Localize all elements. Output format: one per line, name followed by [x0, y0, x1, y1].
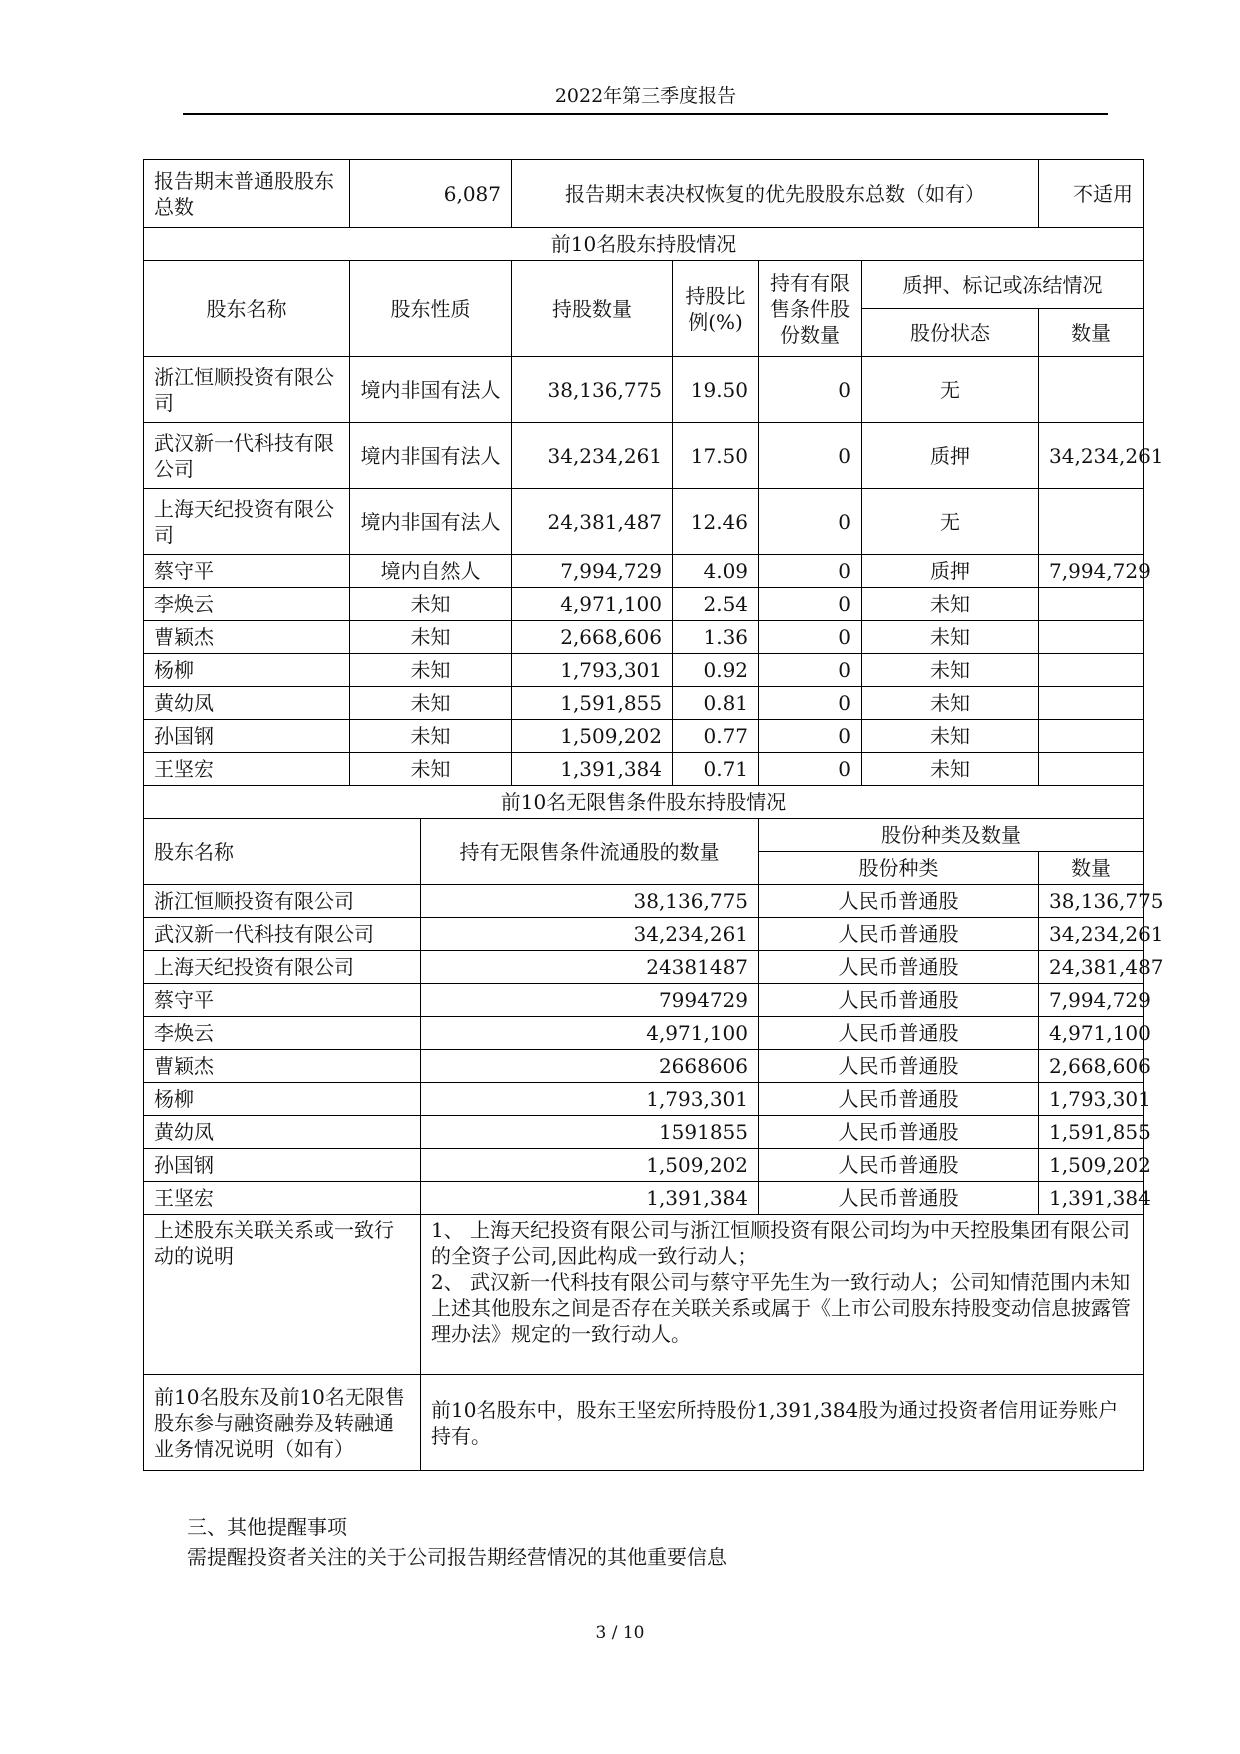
- ur-type: 人民币普通股: [759, 984, 1039, 1017]
- holder-nature: 未知: [350, 588, 512, 621]
- ur-amount: 34,234,261: [1039, 918, 1144, 951]
- ur-quantity: 7994729: [421, 984, 759, 1017]
- ur-amount: 1,793,301: [1039, 1083, 1144, 1116]
- top10-header-nature: 股东性质: [350, 261, 512, 357]
- holder-ratio: 19.50: [673, 357, 759, 423]
- holder-nature: 境内自然人: [350, 555, 512, 588]
- report-header: 2022年第三季度报告: [554, 85, 737, 107]
- ur-type: 人民币普通股: [759, 1050, 1039, 1083]
- shareholder-table: [143, 159, 1164, 1471]
- holder-pledge-status: 未知: [862, 687, 1039, 720]
- ur-type: 人民币普通股: [759, 1182, 1039, 1215]
- table-row: [144, 687, 1144, 720]
- holder-restricted: 0: [759, 654, 862, 687]
- relation-line-1: 1、 上海天纪投资有限公司与浙江恒顺投资有限公司均为中天控股集团有限公司的全资子公司,因此构成一致行动人；: [431, 1218, 1131, 1268]
- top10-header-pledge-status: 股份状态: [862, 309, 1039, 357]
- total-holders-value: 6,087: [350, 160, 512, 228]
- holder-shares: 4,971,100: [512, 588, 673, 621]
- holder-name: 浙江恒顺投资有限公司: [144, 357, 350, 423]
- ur-quantity: 2668606: [421, 1050, 759, 1083]
- holder-restricted: 0: [759, 753, 862, 786]
- margin-label: 前10名股东及前10名无限售股东参与融资融券及转融通业务情况说明（如有）: [144, 1375, 421, 1471]
- holder-pledge-qty: [1039, 753, 1144, 786]
- header-rule: [183, 113, 1108, 115]
- holder-pledge-qty: [1039, 687, 1144, 720]
- holder-ratio: 4.09: [673, 555, 759, 588]
- pref-holders-label: 报告期末表决权恢复的优先股股东总数（如有）: [512, 160, 1039, 228]
- holder-restricted: 0: [759, 621, 862, 654]
- table-row: [144, 1017, 1144, 1050]
- holder-shares: 34,234,261: [512, 423, 673, 489]
- relation-row: [144, 1215, 1144, 1375]
- holder-shares: 38,136,775: [512, 357, 673, 423]
- table-row: [144, 489, 1144, 555]
- relation-line-2: 2、 武汉新一代科技有限公司与蔡守平先生为一致行动人；公司知情范围内未知上述其他股东之间是否存在关联关系或属于《上市公司股东持股变动信息披露管理办法》规定的一致行动人。: [431, 1270, 1131, 1346]
- holder-restricted: 0: [759, 423, 862, 489]
- holder-pledge-status: 未知: [862, 621, 1039, 654]
- holder-name: 黄幼凤: [144, 687, 350, 720]
- ur-type: 人民币普通股: [759, 1116, 1039, 1149]
- ur-amount: 7,994,729: [1039, 984, 1144, 1017]
- unrestricted-header-type: 股份种类: [759, 852, 1039, 885]
- holder-name: 孙国钢: [144, 720, 350, 753]
- holder-shares: 1,509,202: [512, 720, 673, 753]
- holder-nature: 未知: [350, 654, 512, 687]
- top10-title: 前10名股东持股情况: [144, 228, 1144, 261]
- ur-type: 人民币普通股: [759, 1083, 1039, 1116]
- page-number: 3 / 10: [595, 1623, 645, 1643]
- ur-amount: 1,509,202: [1039, 1149, 1144, 1182]
- margin-text: 前10名股东中，股东王坚宏所持股份1,391,384股为通过投资者信用证券账户持有。: [421, 1375, 1144, 1471]
- table-row: [144, 1149, 1144, 1182]
- holder-ratio: 17.50: [673, 423, 759, 489]
- summary-row: [144, 160, 1144, 228]
- holder-ratio: 0.71: [673, 753, 759, 786]
- holder-ratio: 0.81: [673, 687, 759, 720]
- unrestricted-header-type-group: 股份种类及数量: [759, 819, 1144, 852]
- holder-name: 蔡守平: [144, 555, 350, 588]
- ur-quantity: 24381487: [421, 951, 759, 984]
- holder-pledge-qty: [1039, 489, 1144, 555]
- ur-quantity: 4,971,100: [421, 1017, 759, 1050]
- ur-type: 人民币普通股: [759, 1149, 1039, 1182]
- top10-header-ratio: 持股比例(%): [673, 261, 759, 357]
- holder-pledge-status: 质押: [862, 555, 1039, 588]
- holder-name: 武汉新一代科技有限公司: [144, 423, 350, 489]
- holder-ratio: 0.77: [673, 720, 759, 753]
- ur-name: 孙国钢: [144, 1149, 421, 1182]
- ur-amount: 1,391,384: [1039, 1182, 1144, 1215]
- holder-nature: 未知: [350, 753, 512, 786]
- holder-shares: 24,381,487: [512, 489, 673, 555]
- table-row: [144, 984, 1144, 1017]
- pref-holders-value: 不适用: [1039, 160, 1144, 228]
- margin-row: [144, 1375, 1144, 1471]
- ur-name: 蔡守平: [144, 984, 421, 1017]
- total-holders-label: 报告期末普通股股东总数: [144, 160, 350, 228]
- ur-type: 人民币普通股: [759, 918, 1039, 951]
- ur-type: 人民币普通股: [759, 1017, 1039, 1050]
- ur-name: 曹颖杰: [144, 1050, 421, 1083]
- ur-name: 浙江恒顺投资有限公司: [144, 885, 421, 918]
- table-row: [144, 555, 1144, 588]
- holder-ratio: 0.92: [673, 654, 759, 687]
- ur-amount: 38,136,775: [1039, 885, 1144, 918]
- holder-pledge-status: 无: [862, 489, 1039, 555]
- holder-pledge-status: 未知: [862, 720, 1039, 753]
- ur-amount: 24,381,487: [1039, 951, 1144, 984]
- holder-restricted: 0: [759, 555, 862, 588]
- holder-pledge-qty: [1039, 720, 1144, 753]
- ur-type: 人民币普通股: [759, 885, 1039, 918]
- holder-restricted: 0: [759, 357, 862, 423]
- relation-label: 上述股东关联关系或一致行动的说明: [144, 1215, 421, 1375]
- ur-amount: 4,971,100: [1039, 1017, 1144, 1050]
- table-row: [144, 621, 1144, 654]
- holder-shares: 1,391,384: [512, 753, 673, 786]
- holder-ratio: 1.36: [673, 621, 759, 654]
- table-row: [144, 1182, 1144, 1215]
- unrestricted-header-name: 股东名称: [144, 819, 421, 885]
- other-text: 需提醒投资者关注的关于公司报告期经营情况的其他重要信息: [187, 1545, 727, 1569]
- holder-pledge-qty: [1039, 621, 1144, 654]
- holder-pledge-status: 未知: [862, 654, 1039, 687]
- ur-quantity: 38,136,775: [421, 885, 759, 918]
- holder-pledge-status: 无: [862, 357, 1039, 423]
- ur-quantity: 1591855: [421, 1116, 759, 1149]
- ur-name: 黄幼凤: [144, 1116, 421, 1149]
- holder-nature: 未知: [350, 621, 512, 654]
- table-row: [144, 654, 1144, 687]
- top10-header-shares: 持股数量: [512, 261, 673, 357]
- holder-shares: 1,793,301: [512, 654, 673, 687]
- holder-pledge-status: 未知: [862, 588, 1039, 621]
- unrestricted-title: 前10名无限售条件股东持股情况: [144, 786, 1144, 819]
- holder-ratio: 2.54: [673, 588, 759, 621]
- other-heading: 三、其他提醒事项: [187, 1515, 347, 1539]
- ur-name: 上海天纪投资有限公司: [144, 951, 421, 984]
- table-row: [144, 588, 1144, 621]
- holder-pledge-qty: 7,994,729: [1039, 555, 1144, 588]
- ur-quantity: 1,391,384: [421, 1182, 759, 1215]
- holder-restricted: 0: [759, 720, 862, 753]
- holder-restricted: 0: [759, 489, 862, 555]
- holder-nature: 境内非国有法人: [350, 489, 512, 555]
- table-row: [144, 720, 1144, 753]
- holder-shares: 2,668,606: [512, 621, 673, 654]
- holder-name: 李焕云: [144, 588, 350, 621]
- unrestricted-header-quantity: 持有无限售条件流通股的数量: [421, 819, 759, 885]
- holder-restricted: 0: [759, 687, 862, 720]
- relation-text: [421, 1215, 1144, 1375]
- table-row: [144, 357, 1144, 423]
- table-row: [144, 951, 1144, 984]
- holder-nature: 未知: [350, 720, 512, 753]
- ur-amount: 1,591,855: [1039, 1116, 1144, 1149]
- holder-name: 王坚宏: [144, 753, 350, 786]
- holder-pledge-qty: [1039, 357, 1144, 423]
- ur-quantity: 1,793,301: [421, 1083, 759, 1116]
- unrestricted-header-amount: 数量: [1039, 852, 1144, 885]
- top10-header-name: 股东名称: [144, 261, 350, 357]
- holder-name: 杨柳: [144, 654, 350, 687]
- holder-pledge-qty: [1039, 588, 1144, 621]
- ur-type: 人民币普通股: [759, 951, 1039, 984]
- holder-pledge-qty: [1039, 654, 1144, 687]
- ur-amount: 2,668,606: [1039, 1050, 1144, 1083]
- ur-quantity: 34,234,261: [421, 918, 759, 951]
- table-row: [144, 1116, 1144, 1149]
- ur-name: 杨柳: [144, 1083, 421, 1116]
- ur-quantity: 1,509,202: [421, 1149, 759, 1182]
- holder-pledge-qty: 34,234,261: [1039, 423, 1144, 489]
- top10-header-pledge-qty: 数量: [1039, 309, 1144, 357]
- table-row: [144, 918, 1144, 951]
- holder-shares: 7,994,729: [512, 555, 673, 588]
- holder-restricted: 0: [759, 588, 862, 621]
- holder-pledge-status: 未知: [862, 753, 1039, 786]
- table-row: [144, 1050, 1144, 1083]
- holder-nature: 未知: [350, 687, 512, 720]
- table-row: [144, 885, 1144, 918]
- top10-header-restricted: 持有有限售条件股份数量: [759, 261, 862, 357]
- table-row: [144, 1083, 1144, 1116]
- holder-name: 曹颖杰: [144, 621, 350, 654]
- holder-pledge-status: 质押: [862, 423, 1039, 489]
- holder-name: 上海天纪投资有限公司: [144, 489, 350, 555]
- ur-name: 武汉新一代科技有限公司: [144, 918, 421, 951]
- holder-nature: 境内非国有法人: [350, 423, 512, 489]
- ur-name: 王坚宏: [144, 1182, 421, 1215]
- table-row: [144, 753, 1144, 786]
- table-row: [144, 423, 1144, 489]
- holder-nature: 境内非国有法人: [350, 357, 512, 423]
- ur-name: 李焕云: [144, 1017, 421, 1050]
- holder-ratio: 12.46: [673, 489, 759, 555]
- top10-header-pledge-group: 质押、标记或冻结情况: [862, 261, 1144, 309]
- holder-shares: 1,591,855: [512, 687, 673, 720]
